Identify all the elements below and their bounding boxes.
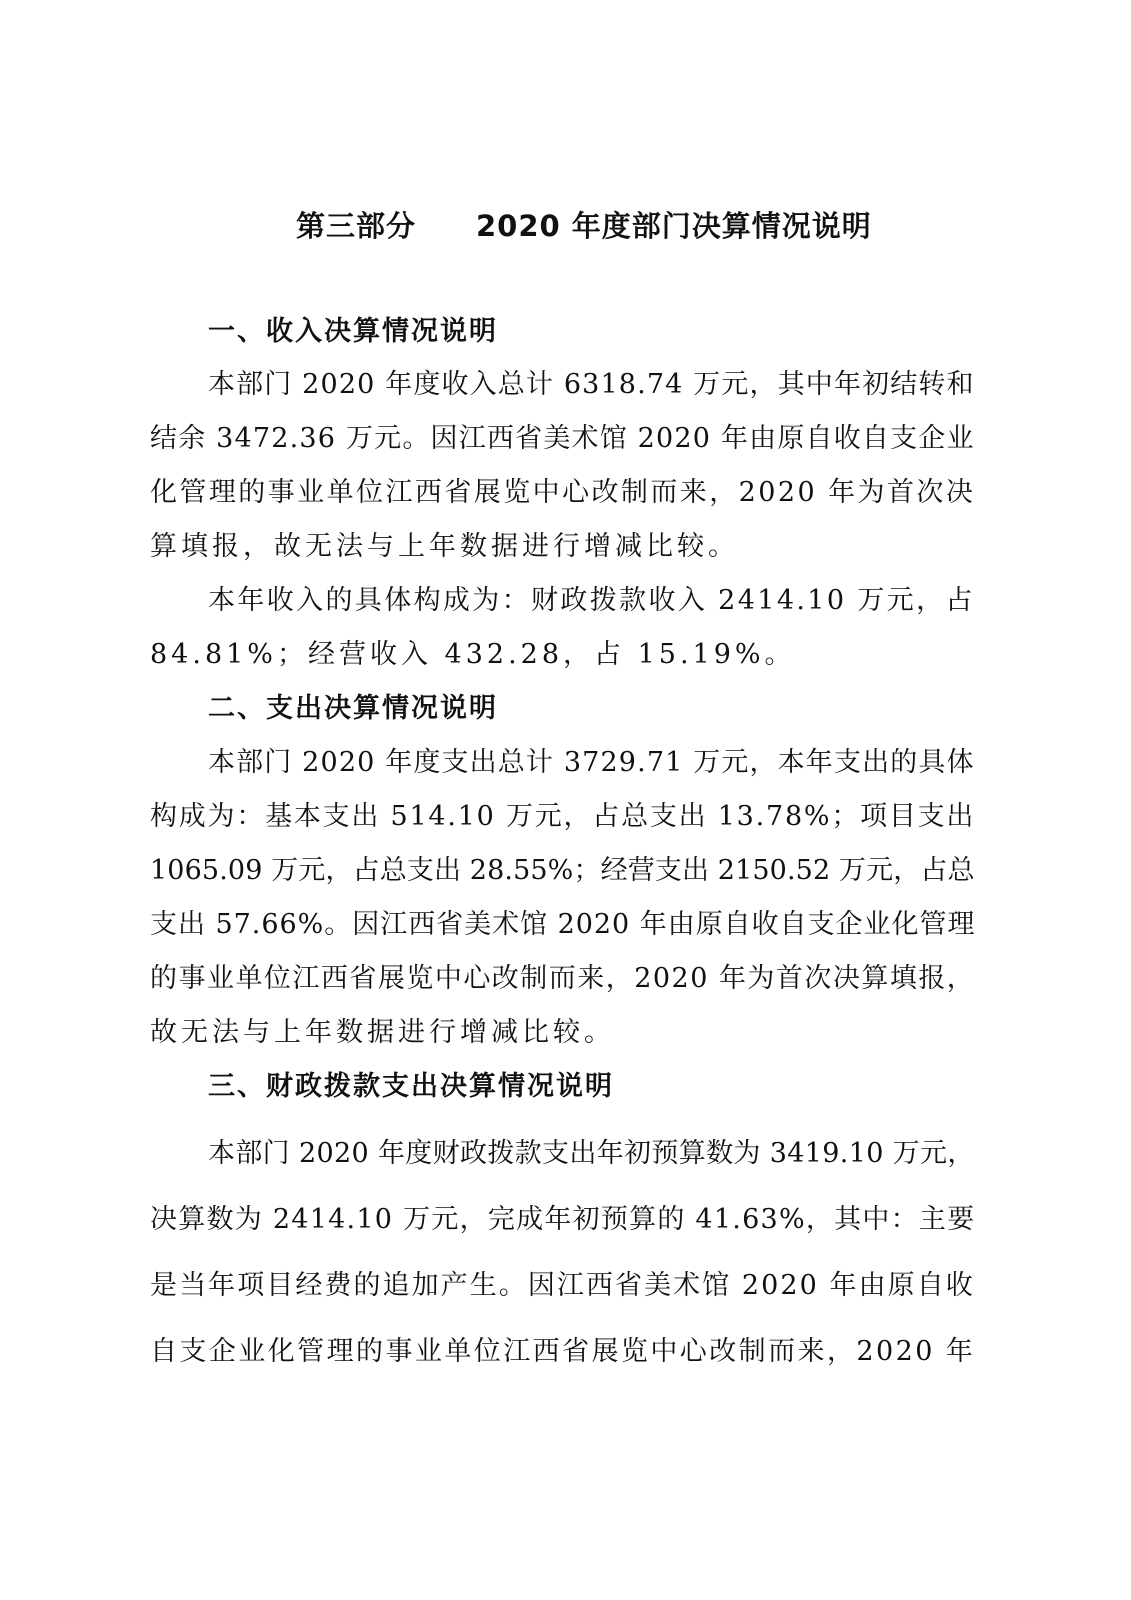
- paragraph-line: 的事业单位江西省展览中心改制而来，2020 年为首次决算填报，: [150, 963, 976, 994]
- paragraph-line: 算填报，故无法与上年数据进行增减比较。: [150, 531, 739, 562]
- paragraph-line: 自支企业化管理的事业单位江西省展览中心改制而来，2020 年: [150, 1336, 976, 1367]
- section-heading-fiscal-appropriation: 三、财政拨款支出决算情况说明: [208, 1071, 614, 1102]
- paragraph-line: 本部门 2020 年度支出总计 3729.71 万元，本年支出的具体: [208, 747, 975, 778]
- paragraph-line: 是当年项目经费的追加产生。因江西省美术馆 2020 年由原自收: [150, 1270, 975, 1301]
- paragraph-line: 化管理的事业单位江西省展览中心改制而来，2020 年为首次决: [150, 477, 976, 508]
- paragraph-line: 84.81%；经营收入 432.28，占 15.19%。: [150, 639, 796, 670]
- section-heading-expenditure: 二、支出决算情况说明: [208, 693, 498, 724]
- paragraph-line: 本年收入的具体构成为：财政拨款收入 2414.10 万元，占: [208, 585, 975, 616]
- page-title: 第三部分 2020 年度部门决算情况说明: [296, 209, 872, 243]
- paragraph-line: 构成为：基本支出 514.10 万元，占总支出 13.78%；项目支出: [150, 801, 976, 832]
- section-heading-income: 一、收入决算情况说明: [208, 316, 498, 347]
- paragraph-line: 支出 57.66%。因江西省美术馆 2020 年由原自收自支企业化管理: [150, 909, 976, 940]
- paragraph-line: 故无法与上年数据进行增减比较。: [150, 1017, 615, 1048]
- paragraph-line: 1065.09 万元，占总支出 28.55%；经营支出 2150.52 万元，占总: [150, 855, 975, 886]
- paragraph-line: 本部门 2020 年度财政拨款支出年初预算数为 3419.10 万元，: [208, 1138, 975, 1169]
- paragraph-line: 决算数为 2414.10 万元，完成年初预算的 41.63%，其中：主要: [150, 1204, 976, 1235]
- paragraph-line: 结余 3472.36 万元。因江西省美术馆 2020 年由原自收自支企业: [150, 423, 975, 454]
- paragraph-line: 本部门 2020 年度收入总计 6318.74 万元，其中年初结转和: [208, 369, 975, 400]
